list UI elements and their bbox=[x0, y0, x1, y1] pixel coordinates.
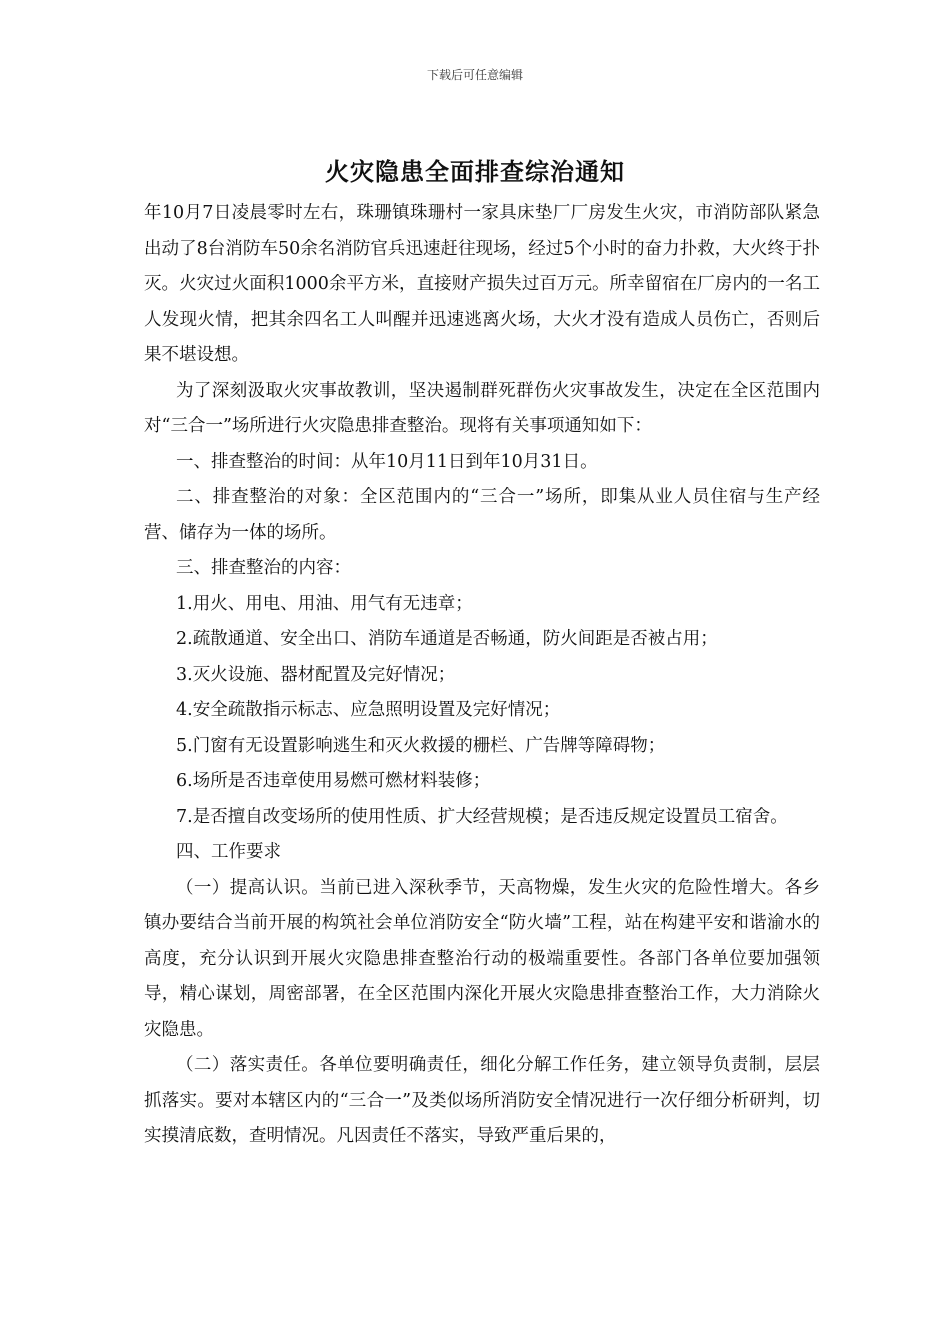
paragraph-time: 一、排查整治的时间：从年10月11日到年10月31日。 bbox=[176, 451, 598, 472]
paragraph-requirement-2: （二）落实责任。各单位要明确责任，细化分解工作任务，建立领导负责制，层层抓落实。要对本辖区内的“三合一”及类似场所消防安全情况进行一次仔细分析研判，切实摸清底数，查明情况。凡因责任不落实，导致严重后果的， bbox=[144, 1055, 820, 1146]
list-item-3: 3.灭火设施、器材配置及完好情况； bbox=[176, 664, 456, 685]
paragraph-incident: 年10月7日凌晨零时左右，珠珊镇珠珊村一家具床垫厂厂房发生火灾，市消防部队紧急出动了8台消防车50余名消防官兵迅速赶往现场，经过5个小时的奋力扑救，大火终于扑灭。火灾过火面积1000余平方米，直接财产损失过百万元。所幸留宿在厂房内的一名工人发现火情，把其余四名工人叫醒并迅速逃离火场，大火才没有造成人员伤亡，否则后果不堪设想。 bbox=[144, 203, 820, 365]
paragraph-content-heading: 三、排查整治的内容： bbox=[176, 558, 351, 578]
list-item-2: 2.疏散通道、安全出口、消防车通道是否畅通，防火间距是否被占用； bbox=[176, 629, 718, 649]
header-note: 下载后可任意编辑 bbox=[426, 68, 523, 82]
list-item-4: 4.安全疏散指示标志、应急照明设置及完好情况； bbox=[176, 700, 561, 720]
paragraph-requirements-heading: 四、工作要求 bbox=[176, 842, 281, 862]
document-body bbox=[144, 196, 820, 1155]
list-item-6: 6.场所是否违章使用易燃可燃材料装修； bbox=[176, 771, 491, 791]
list-item-1: 1.用火、用电、用油、用气有无违章； bbox=[176, 593, 473, 614]
paragraph-requirement-1: （一）提高认识。当前已进入深秋季节，天高物燥，发生火灾的危险性增大。各乡镇办要结合当前开展的构筑社会单位消防安全“防火墙”工程，站在构建平安和谐渝水的高度，充分认识到开展火灾隐患排查整治行动的极端重要性。各部门各单位要加强领导，精心谋划，周密部署，在全区范围内深化开展火灾隐患排查整治工作，大力消除火灾隐患。 bbox=[144, 877, 820, 1040]
paragraph-purpose: 为了深刻汲取火灾事故教训，坚决遏制群死群伤火灾事故发生，决定在全区范围内对“三合一”场所进行火灾隐患排查整治。现将有关事项通知如下： bbox=[144, 380, 820, 436]
paragraph-target: 二、排查整治的对象：全区范围内的“三合一”场所，即集从业人员住宿与生产经营、储存为一体的场所。 bbox=[144, 487, 820, 543]
list-item-7: 7.是否擅自改变场所的使用性质、扩大经营规模；是否违反规定设置员工宿舍。 bbox=[176, 806, 788, 827]
document-title: 火灾隐患全面排查综治通知 bbox=[325, 158, 625, 186]
list-item-5: 5.门窗有无设置影响逃生和灭火救援的栅栏、广告牌等障碍物； bbox=[176, 735, 666, 756]
